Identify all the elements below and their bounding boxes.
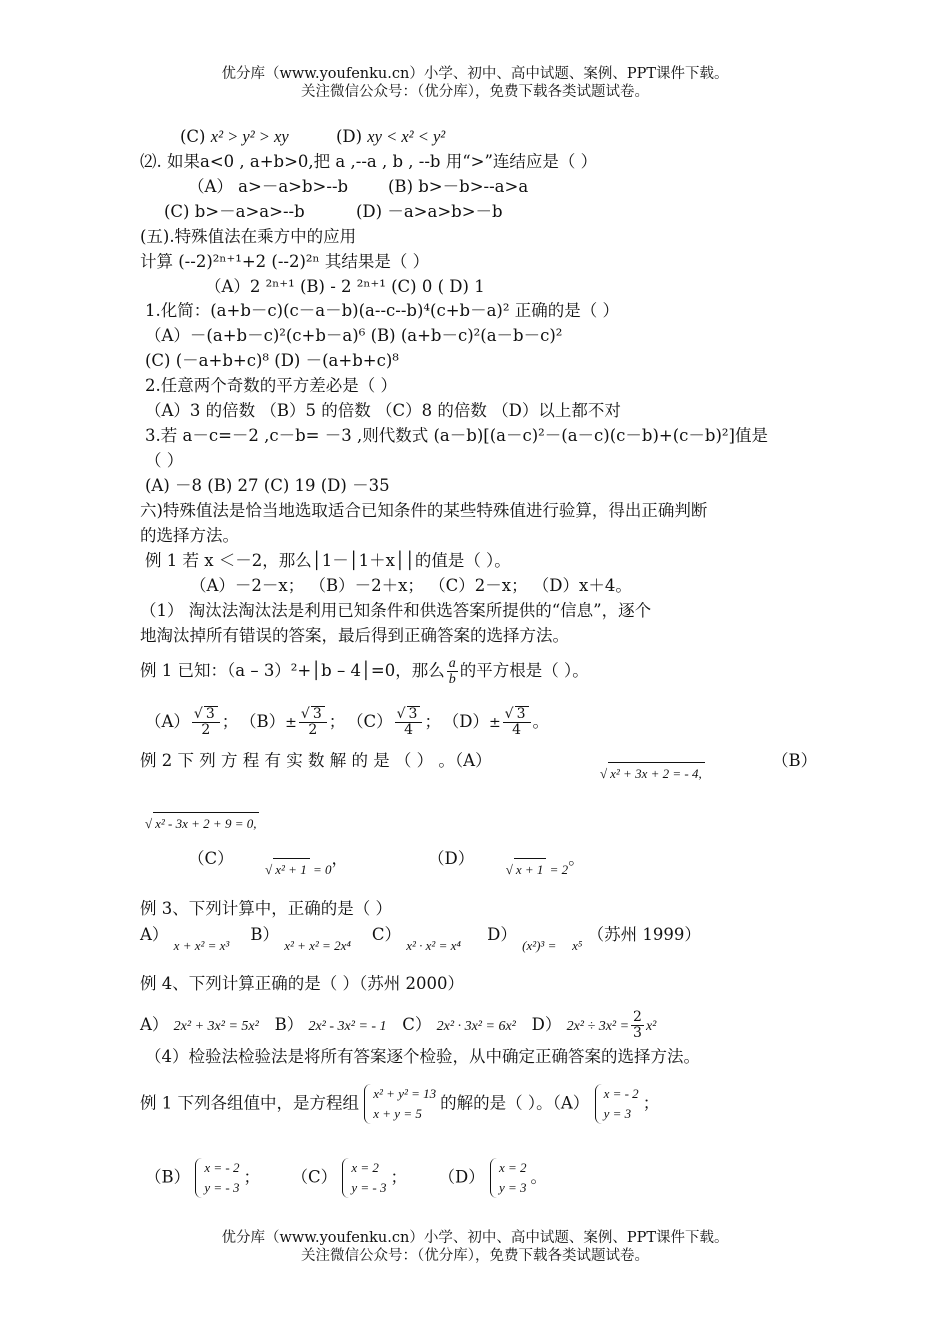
option-b-system [195,1158,243,1198]
option-label: B） [250,925,279,944]
question-stem: ⑵. 如果a<0 , a+b>0,把 a ,--a , b , --b 用“>”连结应是（ ） [140,152,598,171]
math-expression: 2x² + 3x² = 5x² [173,1019,259,1034]
option-c-line [180,126,445,148]
example-stem: 例 3、下列计算中，正确的是（ ） [140,899,392,918]
math-expression: xy < x² < y² [367,127,446,146]
option-list: （A）－2－x； （B）－2＋x； （C）2－x； （D）x＋4。 [190,576,632,595]
fraction [631,1010,644,1041]
equation: x = 2 [498,1160,527,1175]
question-stem: 计算 (--2)²ⁿ⁺¹+2 (--2)²ⁿ 其结果是（ ） [140,252,430,271]
option-list: （A）－(a+b－c)²(c+b－a)⁶ (B) (a+b－c)²(a－b－c)² [145,326,563,345]
page-footer-line2: 关注微信公众号：（优分库），免费下载各类试题试卷。 [301,1248,649,1264]
radical-expression: x² - 3x + 2 + 9 = 0, [153,812,259,835]
option-label: A） [140,1015,169,1034]
option-label: （B） [772,751,818,770]
option-d-system [490,1158,531,1198]
option-b-expr: √ x² - 3x + 2 + 9 = 0, [145,812,259,835]
equation: x + y = 5 [373,1106,422,1121]
ex4-options [140,1010,656,1041]
option-a: （A） a>－a>b>--b [188,177,349,196]
equation: y = 3 [603,1106,632,1121]
option-label: （B） [145,1167,191,1187]
math-expression: x⁵ [572,938,583,953]
answer-paren: （ ） [145,451,184,470]
numerator: 2 [633,1009,642,1025]
punctuation: ； [390,1167,407,1187]
radical-expression: x + 1 [514,858,547,881]
option-c: (C) b>－a>a>--b [164,202,305,221]
denominator: b [448,672,456,687]
denominator: 2 [201,722,211,738]
punctuation: 。 [532,711,550,731]
equation: x = - 2 [603,1086,639,1101]
stem-text: 例 1 下列各组值中，是方程组 [140,1093,359,1113]
section-title: (五).特殊值法在乘方中的应用 [140,227,357,246]
punctuation: 。 [530,1167,548,1187]
radicand: 3 [204,706,218,722]
option-c-system [342,1158,390,1198]
option-label: D） [487,925,517,944]
ex1-option [248,706,346,738]
example-stem [140,1084,659,1124]
equation-system [364,1084,440,1124]
stem-text: 的平方根是（ ）。 [459,661,589,680]
punctuation: ， [331,849,348,868]
option-label: （D） [438,1167,485,1187]
question-stem: 2.任意两个奇数的平方差必是（ ） [145,376,397,395]
fraction: $\frac{√ 3}{2}$ [192,706,220,738]
radical-expression: x² + 1 [273,858,309,881]
option-label: （B） [248,711,286,731]
option-label: （C） [355,711,393,731]
equation: y = 3 [498,1180,527,1195]
option-list: (C) (－a+b+c)⁸ (D) －(a+b+c)⁸ [145,351,399,370]
math-expression: x² > y² > xy [210,127,289,146]
stem-text: 例 1 已知：（a – 3）²+│b – 4│=0，那么 [140,661,445,680]
section-intro: （1） 淘汰法淘汰法是利用已知条件和供选答案所提供的“信息”，逐个 [140,601,652,620]
example-stem: 例 2 下 列 方 程 有 实 数 解 的 是 （ ） 。（A） [140,751,492,770]
page-footer-line1: 优分库（www.youfenku.cn）小学、初中、高中试题、案例、PPT课件下载。 [221,1230,729,1246]
option-label: C） [371,925,401,944]
equation: x = - 2 [204,1160,240,1175]
section-intro: （4）检验法检验法是将所有答案逐个检验，从中确定正确答案的选择方法。 [145,1047,700,1066]
option-list: (A) －8 (B) 27 (C) 19 (D) －35 [145,476,390,495]
math-expression: 2x² ÷ 3x² = [566,1019,630,1034]
ex1-option [450,706,550,738]
option-label: （A） [145,711,190,731]
punctuation: ； [328,711,346,731]
radicand: 3 [515,706,529,722]
option-list [145,706,559,738]
ex1-option [145,706,239,738]
denominator: 2 [308,722,318,738]
page-header-line2: 关注微信公众号：（优分库），免费下载各类试题试卷。 [301,84,649,100]
section-intro: 的选择方法。 [140,526,239,545]
equation: x² + y² = 13 [373,1086,437,1101]
fraction: $\frac{√ 3}{4}$ [395,706,423,738]
math-expression: x² · x² = x⁴ [406,938,461,953]
example-stem: 例 1 若 x ＜－2，那么│1－│1＋x││的值是（ ）。 [145,551,511,570]
punctuation: ； [221,711,239,731]
math-expression: x + x² = x³ [173,938,230,953]
option-a-expr: √ x² + 3x + 2 = - 4, [600,762,705,785]
question-stem: 1.化简：(a+b－c)(c－a－b)(a--c--b)⁴(c+b－a)² 正确的是（ ） [145,301,619,320]
stem-text: 的解的是（ ）。（A） [440,1093,590,1113]
punctuation: ； [424,711,441,731]
option-a-system [595,1084,643,1124]
numerator: a [448,656,456,671]
option-label: A） [140,925,169,944]
math-expression: 2x² · 3x² = 6x² [436,1019,516,1034]
example-stem [140,656,589,687]
option-label: D） [531,1015,562,1034]
expression-rest: = 2 [546,862,569,877]
math-expression: x² [645,1019,657,1034]
option-label: (D) [335,127,363,146]
option-list: （A）2 ²ⁿ⁺¹ (B) - 2 ²ⁿ⁺¹ (C) 0 ( D) 1 [205,277,485,296]
denominator: 3 [633,1025,642,1041]
option-label: B） [274,1015,304,1034]
math-expression: (x²)³ = [522,938,557,953]
page-header-line1: 优分库（www.youfenku.cn）小学、初中、高中试题、案例、PPT课件下载。 [221,66,729,82]
equation: x = 2 [351,1160,379,1175]
plus-minus-sign: ± [285,714,297,731]
punctuation: ； [642,1093,660,1113]
equation: y = - 3 [204,1180,240,1195]
math-expression: x² + x² = 2x⁴ [284,938,351,953]
math-expression: 2x² - 3x² = - 1 [308,1019,387,1034]
option-label: （D） [428,849,475,868]
check-options [145,1158,547,1198]
option-b: (B) b>－b>--a>a [388,177,529,196]
option-label: (C) [180,127,206,146]
option-list: （A）3 的倍数 （B）5 的倍数 （C）8 的倍数 （D）以上都不对 [145,401,621,420]
option-c-line: （C） $_{√ x^2 + 1 = 0}$， [188,848,348,871]
fraction [447,656,458,687]
option-label: （C） [291,1167,338,1187]
equation: y = - 3 [351,1180,387,1195]
plus-minus-sign: ± [488,714,501,731]
ex3-options [140,924,701,953]
fraction: $\frac{√ 3}{4}$ [503,706,531,738]
example-stem: 例 4、下列计算正确的是（ ）（苏州 2000） [140,974,464,993]
option-d: (D) －a>a>b>－b [356,202,503,221]
punctuation: ； [243,1167,261,1187]
radicand: 3 [311,706,325,722]
denominator: 4 [404,722,413,738]
expression-rest: = 0 [309,862,332,877]
section-intro: 六)特殊值法是恰当地选取适合已知条件的某些特殊值进行验算，得出正确判断 [140,501,708,520]
source-note: （苏州 1999） [587,925,701,944]
option-label: C） [402,1015,432,1034]
radical-expression: x² + 3x + 2 = - 4, [608,762,705,785]
ex1-option [355,706,441,738]
question-stem: 3.若 a－c=－2 ,c－b= －3 ,则代数式 (a－b)[(a－c)²－(a－c)(c－b)+(c－b)²]值是 [145,426,768,445]
denominator: 4 [512,722,522,738]
fraction: $\frac{√ 3}{2}$ [299,706,327,738]
radicand: 3 [407,706,421,722]
punctuation: 。 [568,849,585,868]
option-label: （D） [450,711,489,731]
option-d-line: （D） $_{√ x + 1 = 2}$。 [428,848,585,871]
section-intro: 地淘汰掉所有错误的答案，最后得到正确答案的选择方法。 [140,626,569,645]
option-label: （C） [188,849,234,868]
